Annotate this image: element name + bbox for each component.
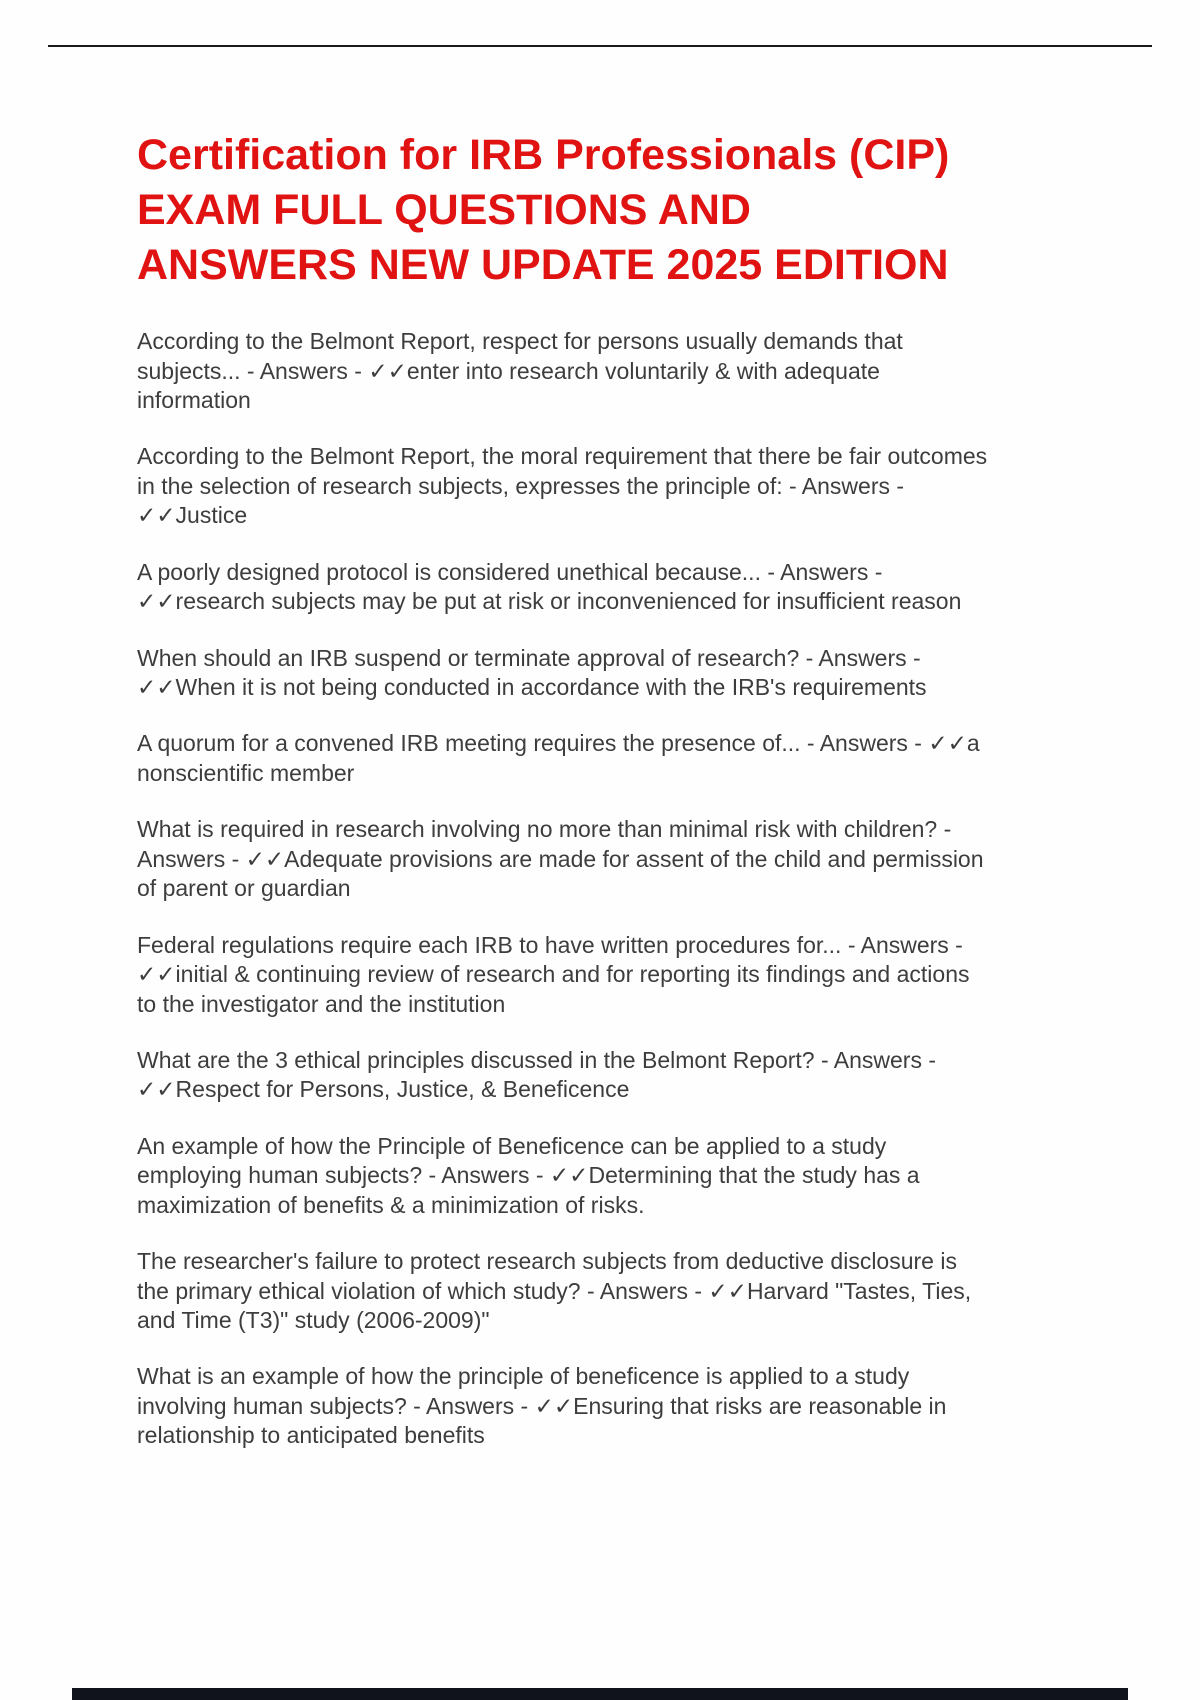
qa-paragraph: A poorly designed protocol is considered unethical because... - Answers - ✓✓research subjects may be put at risk or inconvenienced for insufficient reason [137,558,962,615]
page-title-line: Certification for IRB Professionals (CIP) [137,131,950,179]
page-title-line: EXAM FULL QUESTIONS AND [137,186,751,235]
qa-paragraph: What are the 3 ethical principles discussed in the Belmont Report? - Answers - ✓✓Respect for Persons, Justice, & Beneficence [137,1046,936,1103]
qa-paragraph: According to the Belmont Report, respect for persons usually demands that subjects... - Answers - ✓✓enter into research voluntarily & with adequate information [137,328,903,413]
document-content [137,128,989,1478]
qa-paragraph: Federal regulations require each IRB to have written procedures for... - Answers - ✓✓initial & continuing review of research and for reporting its findings and actions to the investigator and the institution [137,931,970,1017]
top-divider [48,45,1152,47]
qa-paragraph: According to the Belmont Report, the moral requirement that there be fair outcomes in the selection of research subjects, expresses the principle of: - Answers - ✓✓Justice [137,443,988,529]
page-title-line: ANSWERS NEW UPDATE 2025 EDITION [137,241,949,290]
page-title [137,128,989,293]
qa-paragraph: What is required in research involving no more than minimal risk with children? - Answers - ✓✓Adequate provisions are made for assent of the child and permission of parent or guardian [137,816,984,902]
page-footer-bar [72,1688,1128,1700]
qa-paragraph: An example of how the Principle of Beneficence can be applied to a study employing human subjects? - Answers - ✓✓Determining that the study has a maximization of benefits & a minimization of risks. [137,1132,920,1218]
qa-list [137,327,989,1451]
qa-paragraph: What is an example of how the principle of beneficence is applied to a study involving human subjects? - Answers - ✓✓Ensuring that risks are reasonable in relationship to anticipated benefits [137,1363,947,1449]
qa-paragraph: A quorum for a convened IRB meeting requires the presence of... - Answers - ✓✓a nonscientific member [137,730,980,786]
qa-paragraph: The researcher's failure to protect research subjects from deductive disclosure is the primary ethical violation of which study? - Answers - ✓✓Harvard "Tastes, Ties, and Time (T3)" study (2006-2009)" [137,1248,972,1334]
qa-paragraph: When should an IRB suspend or terminate approval of research? - Answers - ✓✓When it is not being conducted in accordance with the IRB's requirements [137,644,927,701]
